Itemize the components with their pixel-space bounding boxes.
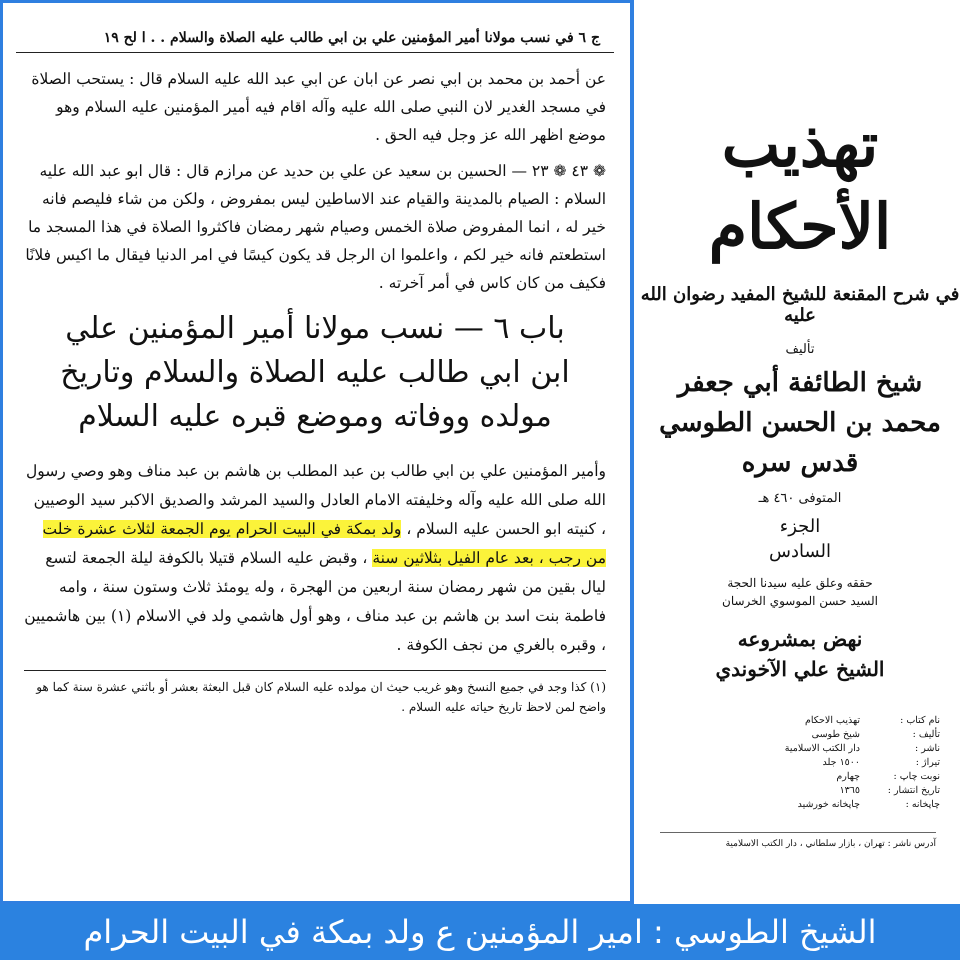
meta-row xyxy=(750,728,940,742)
meta-key: تاريخ انتشار : xyxy=(887,785,940,796)
book-title: تهذيب الأحكام xyxy=(708,108,892,263)
death-date: المتوفى ٤٦٠ هـ xyxy=(758,491,842,506)
page-divider xyxy=(630,0,634,904)
meta-row xyxy=(750,742,940,756)
editor-block xyxy=(640,574,960,610)
footnote: (١) كذا وجد في جميع النسخ وهو غريب حيث ان مولده عليه السلام كان قبل البعثة بعشر أو باثني عشرة سنة كما هو واضح لمن لاحظ تاريخ حياته عليه السلام . xyxy=(36,680,606,714)
meta-row xyxy=(750,784,940,798)
meta-row xyxy=(750,714,940,728)
meta-value: ١٣٦٥ xyxy=(839,785,860,796)
publisher-address: آدرس ناشر : تهران ، بازار سلطاني ، دار الكتب الاسلامية xyxy=(660,832,936,849)
meta-value: ١٥٠٠ جلد xyxy=(822,757,860,768)
meta-key: چاپخانه : xyxy=(905,799,940,810)
paragraph-3-part-a: وأمير المؤمنين علي بن ابي طالب بن عبد المطلب بن هاشم بن عبد مناف وهو وصي رسول الله صلى الله عليه وآله وخليفته الامام العادل والسيد المرشد والصديق الاكبر سيد الوصيين ، كنيته ابو الحسن عليه السلام ، xyxy=(25,462,606,538)
meta-row xyxy=(750,798,940,812)
meta-row xyxy=(750,756,940,770)
publisher-line-1: نهض بمشروعه xyxy=(737,627,863,651)
meta-value: چهارم xyxy=(836,771,860,782)
publisher-line-2: الشيخ علي الآخوندي xyxy=(715,657,885,681)
meta-key: ناشر : xyxy=(915,743,940,754)
paragraph-2: ❁ ٤٣ ❁ ٢٣ — الحسين بن سعيد عن علي بن حديد عن مرازم قال : قال ابو عبد الله عليه السلام : الصيام بالمدينة والقيام عند الاساطين ليس بمفروض ، ولكن من شاء فليصم فانه خير له ، انما المفروض صلاة الخمس وصيام شهر رمضان فاكثروا الصلاة في هذا المسجد ما استطعتم فانه خير لكم ، واعلموا ان الرجل قد يكون كيسًا في امر الدنيا فيقال ما اكيس فلانًا فكيف من كان كاس في أمر آخرته . xyxy=(25,162,606,292)
editor-line-2: السيد حسن الموسوي الخرسان xyxy=(722,594,878,608)
meta-value: شيخ طوسى xyxy=(811,729,860,740)
meta-value: دار الكتب الاسلامية xyxy=(784,743,860,754)
book-text-page xyxy=(10,10,620,896)
meta-key: نوبت چاپ : xyxy=(893,771,940,782)
meta-value: تهذيب الاحكام xyxy=(805,715,860,726)
title-page xyxy=(640,0,960,904)
paragraph-1: عن أحمد بن محمد بن ابي نصر عن ابان عن ابي عبد الله عليه السلام قال : يستحب الصلاة في مسجد الغدير لان النبي صلى الله عليه وآله اقام فيه أمير المؤمنين عليه السلام وهو موضع اظهر الله عز وجل فيه الحق . xyxy=(31,70,606,144)
meta-key: تأليف : xyxy=(912,729,940,740)
paragraph-3-part-b: ، وقبض عليه السلام قتيلا بالكوفة ليلة الجمعة لتسع ليال بقين من شهر رمضان سنة اربعين من الهجرة ، وله يومئذ ثلاث وستون سنة ، وامه فاطمة بنت اسد بن هاشم بن عبد مناف ، وهو أول هاشمي ولد في الاسلام (١) بين هاشميين ، وقبره بالغري من نجف الكوفة . xyxy=(24,549,606,654)
caption-bar: الشيخ الطوسي : امير المؤمنين ع ولد بمكة في البيت الحرام xyxy=(0,904,960,960)
taalif-label: تأليف xyxy=(785,342,815,357)
volume-value: السادس xyxy=(768,541,831,562)
meta-key: تيراژ : xyxy=(915,757,940,768)
running-header: ج ٦ في نسب مولانا أمير المؤمنين علي بن ابي طالب عليه الصلاة والسلام . . ا لح ١٩ xyxy=(16,10,614,53)
publisher-block xyxy=(640,624,960,684)
volume-label: الجزء xyxy=(779,516,821,537)
chapter-title: باب ٦ — نسب مولانا أمير المؤمنين علي ابن ابي طالب عليه الصلاة والسلام وتاريخ مولده ووفاته وموضع قبره عليه السلام xyxy=(60,311,570,434)
meta-key: نام كتاب : xyxy=(900,715,940,726)
editor-line-1: حققه وعلق عليه سيدنا الحجة xyxy=(727,576,873,590)
book-metadata xyxy=(750,714,940,812)
highlighted-text: ولد بمكة في البيت الحرام يوم الجمعة لثلاث عشرة خلت من رجب ، بعد عام الفيل بثلاثين سنة xyxy=(42,520,606,567)
paragraph-3 xyxy=(10,457,620,660)
book-subtitle: في شرح المقنعة للشيخ المفيد رضوان الله عليه xyxy=(640,284,960,326)
meta-value: چاپخانه خورشيد xyxy=(797,799,860,810)
meta-row xyxy=(750,770,940,784)
author-name: شيخ الطائفة أبي جعفر محمد بن الحسن الطوسي قدس سره xyxy=(659,368,941,478)
